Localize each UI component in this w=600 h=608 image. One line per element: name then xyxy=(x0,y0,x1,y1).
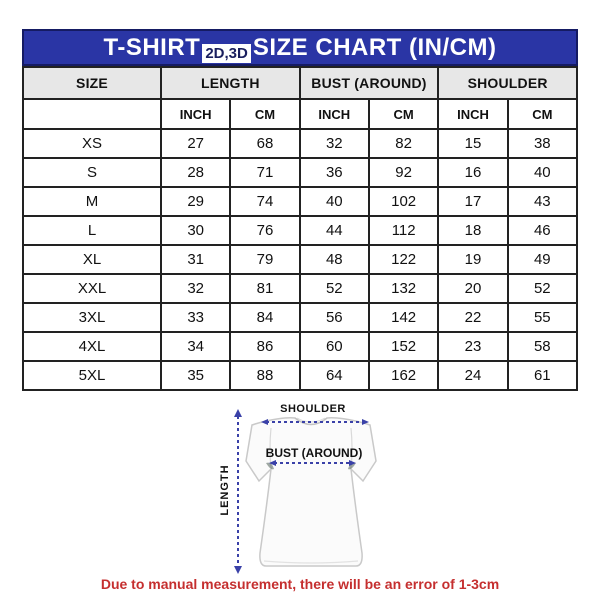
length-measure-label: LENGTH xyxy=(219,464,231,516)
value-cell: 58 xyxy=(508,332,577,361)
shoulder-measure-label: SHOULDER xyxy=(280,403,346,415)
unit-header-shoulder-cm: CM xyxy=(508,99,577,129)
table-unit-header-row xyxy=(23,99,577,129)
chart-title-banner xyxy=(22,29,578,66)
measurement-error-note: Due to manual measurement, there will be an error of 1-3cm xyxy=(100,576,500,592)
value-cell: 84 xyxy=(230,303,299,332)
value-cell: 74 xyxy=(230,187,299,216)
value-cell: 18 xyxy=(438,216,507,245)
value-cell: 36 xyxy=(300,158,369,187)
unit-header-shoulder-inch: INCH xyxy=(438,99,507,129)
value-cell: 31 xyxy=(161,245,230,274)
value-cell: 142 xyxy=(369,303,438,332)
table-row-m xyxy=(23,187,577,216)
value-cell: 122 xyxy=(369,245,438,274)
value-cell: 82 xyxy=(369,129,438,158)
title-suffix: SIZE CHART (IN/CM) xyxy=(252,33,497,61)
value-cell: 40 xyxy=(508,158,577,187)
value-cell: 34 xyxy=(161,332,230,361)
value-cell: 56 xyxy=(300,303,369,332)
value-cell: 162 xyxy=(369,361,438,390)
value-cell: 15 xyxy=(438,129,507,158)
col-header-shoulder: SHOULDER xyxy=(438,67,577,99)
value-cell: 32 xyxy=(161,274,230,303)
value-cell: 52 xyxy=(300,274,369,303)
table-group-header-row xyxy=(23,67,577,99)
value-cell: 38 xyxy=(508,129,577,158)
value-cell: 32 xyxy=(300,129,369,158)
value-cell: 22 xyxy=(438,303,507,332)
value-cell: 52 xyxy=(508,274,577,303)
col-header-bust: BUST (AROUND) xyxy=(300,67,439,99)
value-cell: 23 xyxy=(438,332,507,361)
table-row-4xl xyxy=(23,332,577,361)
value-cell: 43 xyxy=(508,187,577,216)
value-cell: 102 xyxy=(369,187,438,216)
value-cell: 46 xyxy=(508,216,577,245)
size-table xyxy=(22,66,578,391)
table-row-xxl xyxy=(23,274,577,303)
col-header-size: SIZE xyxy=(23,67,161,99)
value-cell: 55 xyxy=(508,303,577,332)
size-cell: XXL xyxy=(23,274,161,303)
col-header-length: LENGTH xyxy=(161,67,300,99)
size-cell: 4XL xyxy=(23,332,161,361)
value-cell: 60 xyxy=(300,332,369,361)
value-cell: 76 xyxy=(230,216,299,245)
value-cell: 71 xyxy=(230,158,299,187)
table-row-3xl xyxy=(23,303,577,332)
size-cell: XS xyxy=(23,129,161,158)
value-cell: 68 xyxy=(230,129,299,158)
value-cell: 64 xyxy=(300,361,369,390)
value-cell: 132 xyxy=(369,274,438,303)
value-cell: 29 xyxy=(161,187,230,216)
value-cell: 86 xyxy=(230,332,299,361)
value-cell: 49 xyxy=(508,245,577,274)
unit-header-blank xyxy=(23,99,161,129)
value-cell: 33 xyxy=(161,303,230,332)
value-cell: 16 xyxy=(438,158,507,187)
value-cell: 81 xyxy=(230,274,299,303)
size-cell: S xyxy=(23,158,161,187)
value-cell: 61 xyxy=(508,361,577,390)
table-row-5xl xyxy=(23,361,577,390)
size-cell: M xyxy=(23,187,161,216)
value-cell: 152 xyxy=(369,332,438,361)
table-row-xl xyxy=(23,245,577,274)
badge-2d3d: 2D,3D xyxy=(202,44,251,63)
value-cell: 20 xyxy=(438,274,507,303)
value-cell: 24 xyxy=(438,361,507,390)
value-cell: 28 xyxy=(161,158,230,187)
size-cell: L xyxy=(23,216,161,245)
table-row-s xyxy=(23,158,577,187)
unit-header-length-inch: INCH xyxy=(161,99,230,129)
title-prefix: T-SHIRT xyxy=(103,33,201,61)
value-cell: 44 xyxy=(300,216,369,245)
value-cell: 48 xyxy=(300,245,369,274)
value-cell: 79 xyxy=(230,245,299,274)
bust-measure-label: BUST (AROUND) xyxy=(265,446,363,460)
tshirt-illustration xyxy=(200,403,420,577)
value-cell: 19 xyxy=(438,245,507,274)
value-cell: 92 xyxy=(369,158,438,187)
value-cell: 35 xyxy=(161,361,230,390)
value-cell: 30 xyxy=(161,216,230,245)
value-cell: 17 xyxy=(438,187,507,216)
value-cell: 88 xyxy=(230,361,299,390)
value-cell: 27 xyxy=(161,129,230,158)
value-cell: 112 xyxy=(369,216,438,245)
value-cell: 40 xyxy=(300,187,369,216)
table-row-l xyxy=(23,216,577,245)
unit-header-length-cm: CM xyxy=(230,99,299,129)
size-cell: 5XL xyxy=(23,361,161,390)
size-cell: 3XL xyxy=(23,303,161,332)
tshirt-measurement-diagram xyxy=(200,403,420,577)
unit-header-bust-cm: CM xyxy=(369,99,438,129)
size-cell: XL xyxy=(23,245,161,274)
unit-header-bust-inch: INCH xyxy=(300,99,369,129)
table-row-xs xyxy=(23,129,577,158)
